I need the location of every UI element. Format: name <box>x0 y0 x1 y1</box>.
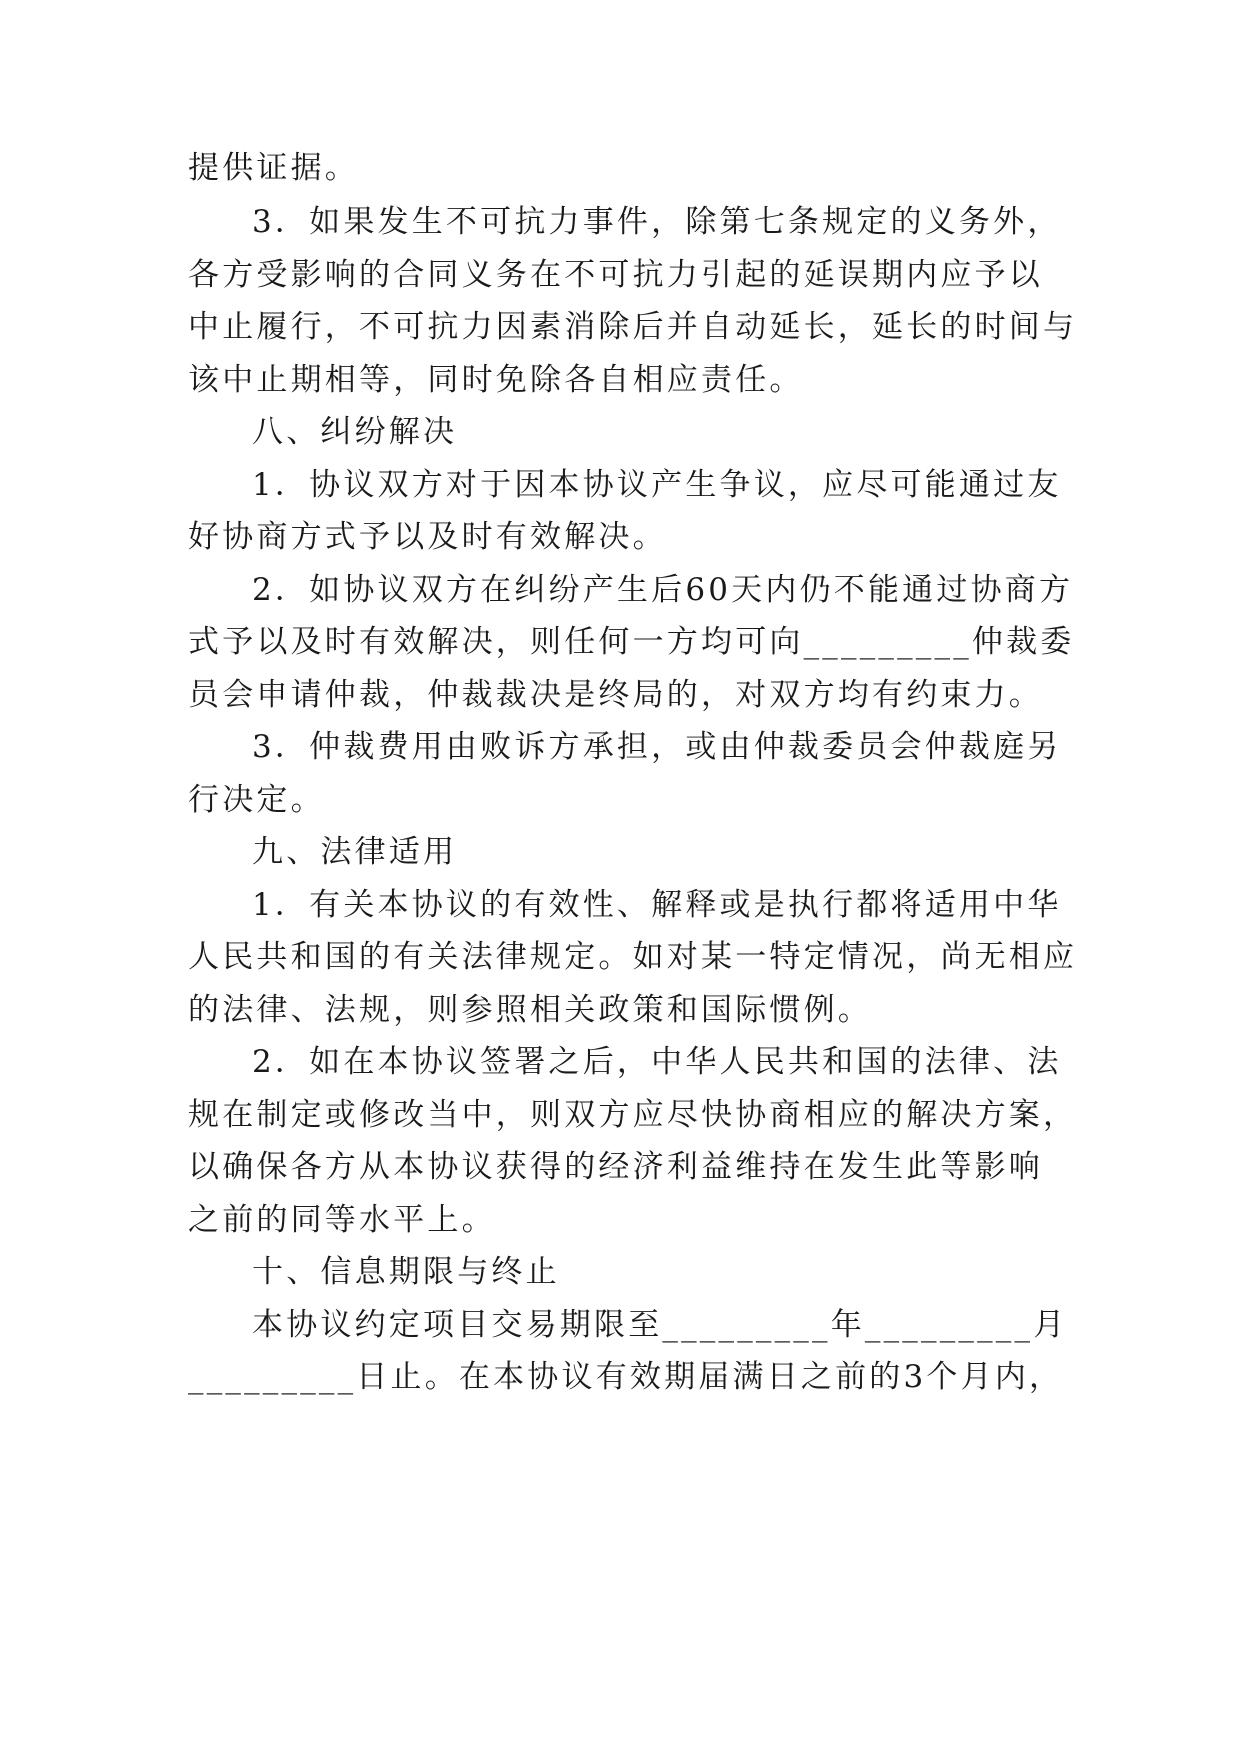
paragraph-line: 的法律、法规，则参照相关政策和国际惯例。 <box>188 992 872 1028</box>
clause-line: 1．有关本协议的有效性、解释或是执行都将适用中华 <box>252 887 1062 923</box>
clause-line: 2．如协议双方在纠纷产生后60天内仍不能通过协商方 <box>252 572 1074 608</box>
paragraph-line: 行决定。 <box>188 782 325 818</box>
section-heading: 九、法律适用 <box>252 834 458 870</box>
paragraph-line: 好协商方式予以及时有效解决。 <box>188 519 667 555</box>
paragraph-line: 中止履行，不可抗力因素消除后并自动延长，延长的时间与 <box>188 309 1078 345</box>
paragraph-line: 式予以及时有效解决，则任何一方均可向_________仲裁委 <box>188 624 1075 660</box>
section-heading: 八、纠纷解决 <box>252 414 458 450</box>
paragraph-line: 以确保各方从本协议获得的经济利益维持在发生此等影响 <box>188 1149 1043 1185</box>
paragraph-line: 提供证据。 <box>188 150 359 186</box>
clause-line: 2．如在本协议签署之后，中华人民共和国的法律、法 <box>252 1044 1062 1080</box>
clause-line: 3．如果发生不可抗力事件，除第七条规定的义务外， <box>252 204 1062 240</box>
clause-line: 3．仲裁费用由败诉方承担，或由仲裁委员会仲裁庭另 <box>252 729 1062 765</box>
paragraph-line: _________日止。在本协议有效期届满日之前的3个月内， <box>188 1359 1064 1395</box>
paragraph-line: 该中止期相等，同时免除各自相应责任。 <box>188 362 804 398</box>
paragraph-line: 规在制定或修改当中，则双方应尽快协商相应的解决方案， <box>188 1097 1078 1133</box>
clause-line: 1．协议双方对于因本协议产生争议，应尽可能通过友 <box>252 467 1062 503</box>
paragraph-line: 之前的同等水平上。 <box>188 1202 496 1238</box>
paragraph-line: 员会申请仲裁，仲裁裁决是终局的，对双方均有约束力。 <box>188 677 1043 713</box>
paragraph-line: 人民共和国的有关法律规定。如对某一特定情况，尚无相应 <box>188 939 1078 975</box>
section-heading: 十、信息期限与终止 <box>252 1254 560 1290</box>
clause-line: 本协议约定项目交易期限至_________年_________月 <box>252 1307 1068 1343</box>
paragraph-line: 各方受影响的合同义务在不可抗力引起的延误期内应予以 <box>188 257 1043 293</box>
